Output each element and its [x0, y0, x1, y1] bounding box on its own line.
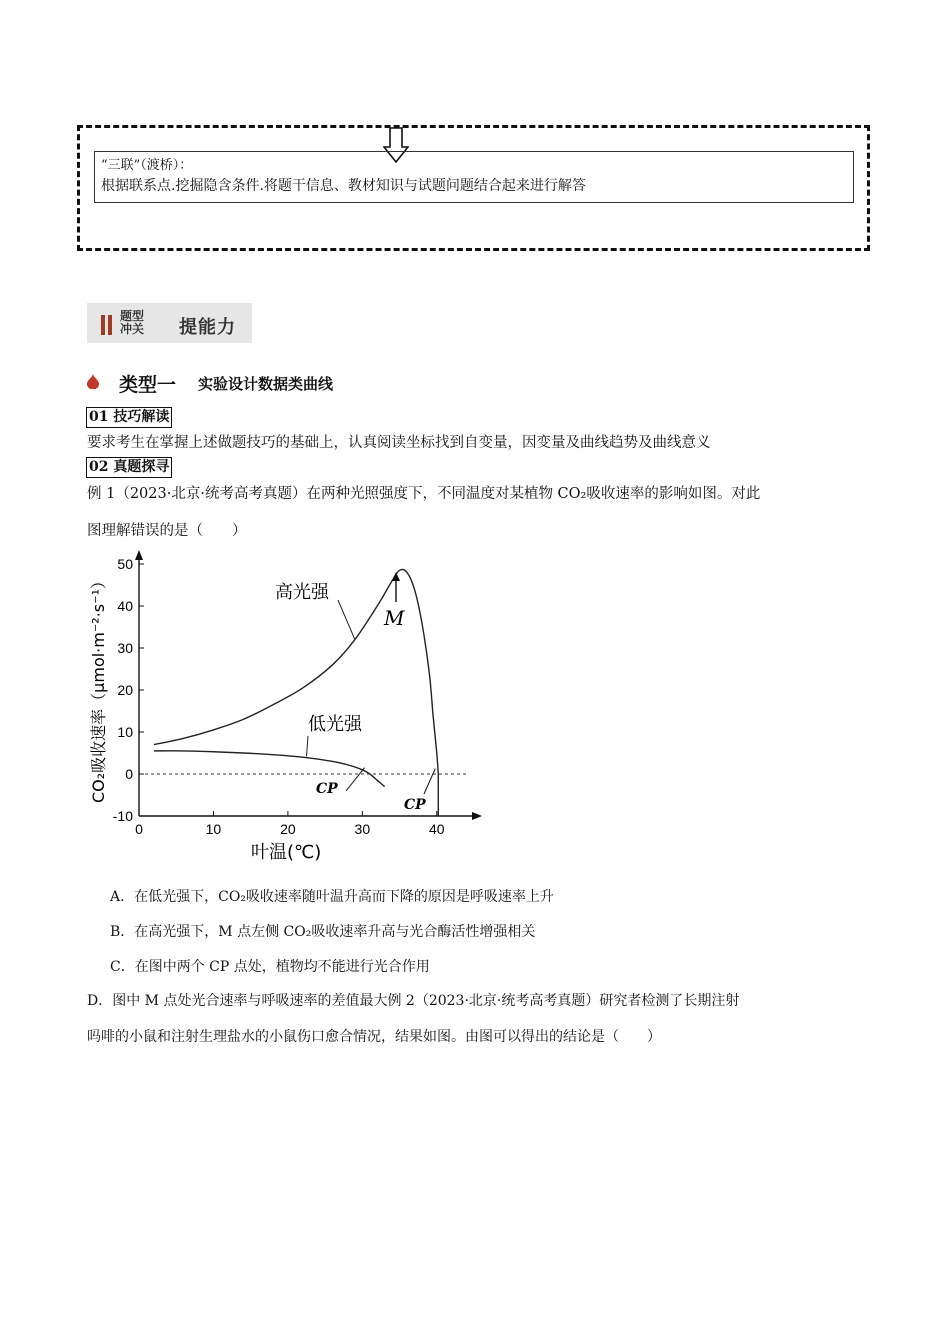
label-leader: [338, 600, 355, 640]
y-tick-label: 40: [117, 598, 133, 614]
co2-absorption-chart: [86, 548, 486, 866]
section-banner: [87, 303, 252, 343]
hint-line-1: “三联”（渡桥）：: [101, 158, 193, 173]
label-leader: [307, 736, 309, 756]
option-d-line-1[interactable]: D．图中 M 点处光合速率与呼吸速率的差值最大例 2（2023·北京·统考高考真题）研究者检测了长期注射: [87, 993, 740, 1009]
y-tick-label: 0: [125, 766, 133, 782]
hint-inner-box: [94, 151, 854, 203]
hint-line-2: 根据联系点.挖掘隐含条件.将题干信息、教材知识与试题问题结合起来进行解答: [101, 178, 586, 194]
option-c[interactable]: C．在图中两个 CP 点处，植物均不能进行光合作用: [110, 959, 430, 975]
banner-bars-icon: [101, 315, 115, 335]
question-line-2: 图理解错误的是（ ）: [87, 523, 247, 539]
annotation-cp-high: CP: [404, 797, 426, 813]
series-label-high-light: 高光强: [275, 582, 329, 603]
cp-arrow-line: [346, 768, 365, 791]
y-tick-label: -10: [112, 808, 133, 824]
option-d-line-2: 吗啡的小鼠和注射生理盐水的小鼠伤口愈合情况，结果如图。由图可以得出的结论是（ ）: [87, 1029, 661, 1045]
m-arrow-icon: [392, 572, 400, 581]
banner-title: 提能力: [179, 317, 236, 338]
section-heading-examples: 02 真题探寻: [86, 457, 172, 478]
cp-arrow-line: [424, 769, 435, 794]
x-tick-label: 20: [280, 821, 296, 837]
y-axis-arrow-icon: [135, 550, 143, 560]
option-a[interactable]: A．在低光强下，CO₂吸收速率随叶温升高而下降的原因是呼吸速率上升: [110, 889, 554, 905]
tips-text: 要求考生在掌握上述做题技巧的基础上，认真阅读坐标找到自变量，因变量及曲线趋势及曲线意义: [87, 435, 711, 451]
option-b[interactable]: B．在高光强下，M 点左侧 CO₂吸收速率升高与光合酶活性增强相关: [110, 924, 536, 940]
question-line-1: 例 1（2023·北京·统考高考真题）在两种光照强度下，不同温度对某植物 CO₂吸收速率的影响如图。对此: [87, 486, 761, 502]
annotation-cp-low: CP: [316, 781, 338, 797]
x-tick-label: 30: [354, 821, 371, 837]
y-tick-label: 10: [117, 724, 133, 740]
flame-icon: [87, 374, 99, 389]
type-label: 类型一: [119, 374, 177, 396]
x-tick-label: 40: [428, 821, 445, 837]
x-tick-label: 10: [205, 821, 222, 837]
x-axis-arrow-icon: [472, 812, 482, 820]
y-axis-label: CO₂吸收速率（μmol·m⁻²·s⁻¹）: [89, 573, 108, 803]
series-label-low-light: 低光强: [308, 714, 362, 735]
y-tick-label: 30: [117, 640, 133, 656]
banner-small-text: 题型 冲关: [120, 309, 145, 336]
y-tick-label: 20: [117, 682, 133, 698]
section-heading-tips: 01 技巧解读: [86, 407, 172, 428]
series-line-low-light: [154, 751, 385, 787]
annotation-m: M: [384, 606, 405, 630]
y-tick-label: 50: [117, 556, 133, 572]
x-axis-label: 叶温(℃): [251, 842, 322, 863]
x-tick-label: 0: [135, 821, 143, 837]
type-subtitle: 实验设计数据类曲线: [198, 375, 334, 393]
